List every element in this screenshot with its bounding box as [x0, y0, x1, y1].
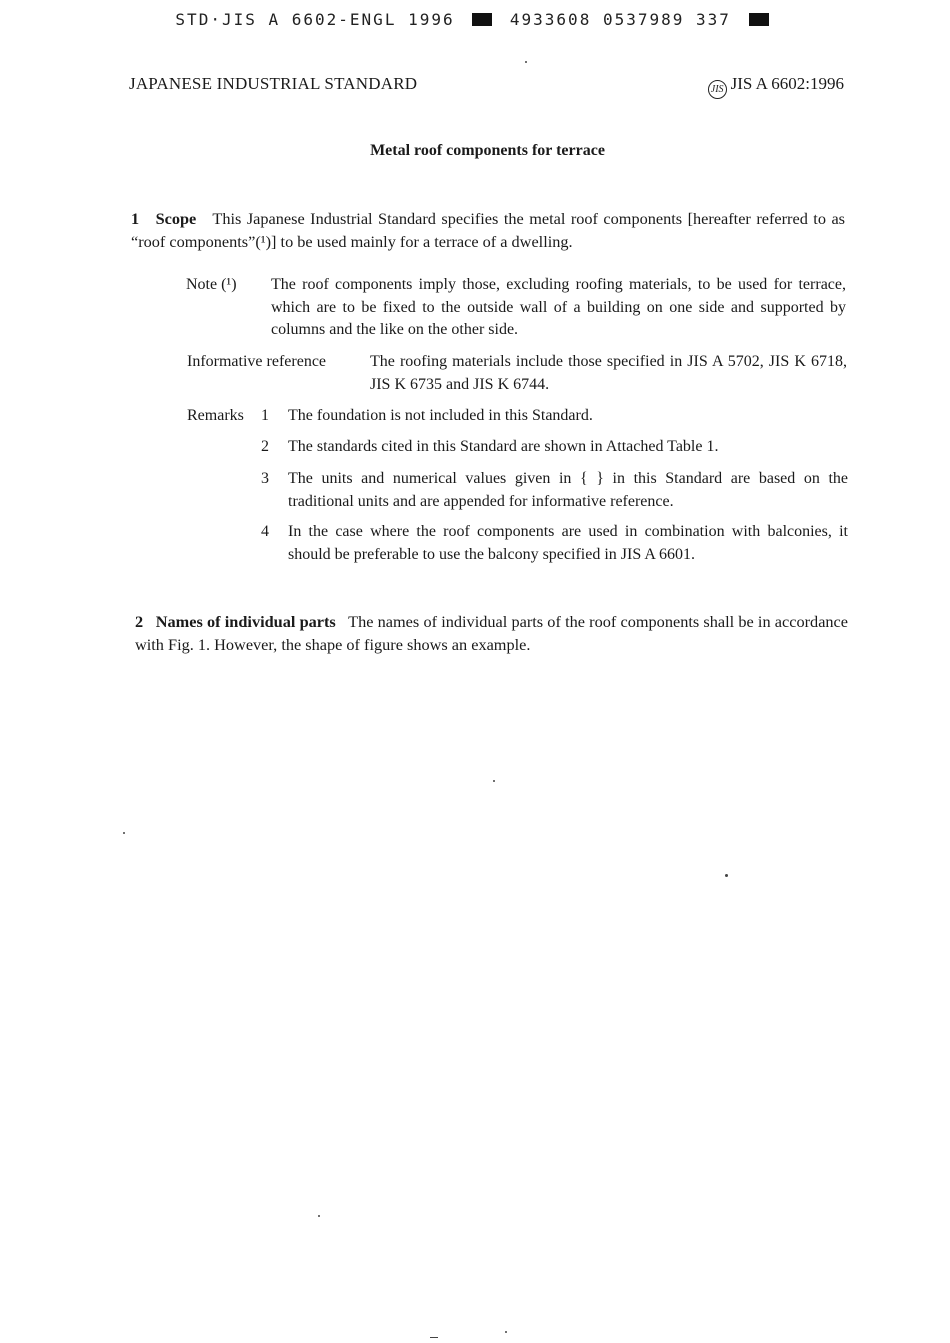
remark-item: [187, 521, 848, 566]
section-number: 1: [131, 209, 140, 228]
section-text: This Japanese Industrial Standard specifies the metal roof components [hereafter referred to as “roof components”(¹)] to be used mainly for a terrace of a dwelling.: [131, 209, 846, 251]
standard-label: JAPANESE INDUSTRIAL STANDARD: [129, 74, 418, 93]
informative-label: Informative reference: [187, 353, 327, 370]
scan-speck: [123, 832, 125, 834]
note-label: Note (¹): [186, 276, 237, 293]
section-text: The names of individual parts of the roof components shall be in accordance with Fig. 1. However, the shape of figure shows an example.: [135, 612, 849, 654]
remark-number: 1: [261, 407, 269, 424]
remark-text: The units and numerical values given in { } in this Standard are based on the traditional units and are appended for informative reference.: [288, 470, 848, 510]
scan-speck: [725, 874, 728, 877]
section-number: 2: [135, 612, 144, 631]
remark-item: [187, 405, 848, 428]
remark-number: 3: [261, 470, 269, 487]
section-scope: [131, 207, 845, 253]
standard-number-text: JIS A 6602:1996: [730, 74, 844, 93]
informative-reference: [187, 351, 847, 396]
jis-mark-icon: JIS: [708, 80, 727, 99]
section-names-of-parts: [135, 610, 848, 656]
scan-block-mark: [472, 13, 492, 26]
remark-item: [187, 468, 848, 513]
scan-header: [0, 10, 950, 29]
scan-code-right: 4933608 0537989 337: [509, 10, 731, 29]
scan-speck: [525, 61, 527, 63]
scan-speck: [318, 1215, 320, 1217]
note: [186, 274, 846, 342]
scan-block-mark: [749, 13, 769, 26]
section-heading: Names of individual parts: [155, 612, 336, 631]
remark-item: [187, 436, 848, 459]
remark-text: The standards cited in this Standard are shown in Attached Table 1.: [288, 438, 719, 455]
section-heading: Scope: [155, 209, 197, 228]
remarks-label: Remarks: [187, 407, 244, 424]
scan-speck: [430, 1337, 438, 1338]
remark-text: The foundation is not included in this Standard.: [288, 407, 593, 424]
remark-number: 2: [261, 438, 269, 455]
standard-number: [708, 74, 844, 99]
remark-number: 4: [261, 523, 269, 540]
scan-code-left: STD·JIS A 6602-ENGL 1996: [175, 10, 455, 29]
remark-text: In the case where the roof components are used in combination with balconies, it should be preferable to use the balcony specified in JIS A 6601.: [288, 523, 848, 563]
note-text: The roof components imply those, excluding roofing materials, to be used for terrace, which are to be fixed to the outside wall of a building on one side and supported by columns and the like on the other side.: [271, 276, 846, 338]
informative-text: The roofing materials include those specified in JIS A 5702, JIS K 6718, JIS K 6735 and JIS K 6744.: [370, 353, 847, 393]
scan-speck: [493, 780, 495, 782]
scan-speck: [505, 1331, 507, 1333]
document-title: Metal roof components for terrace: [370, 142, 605, 159]
